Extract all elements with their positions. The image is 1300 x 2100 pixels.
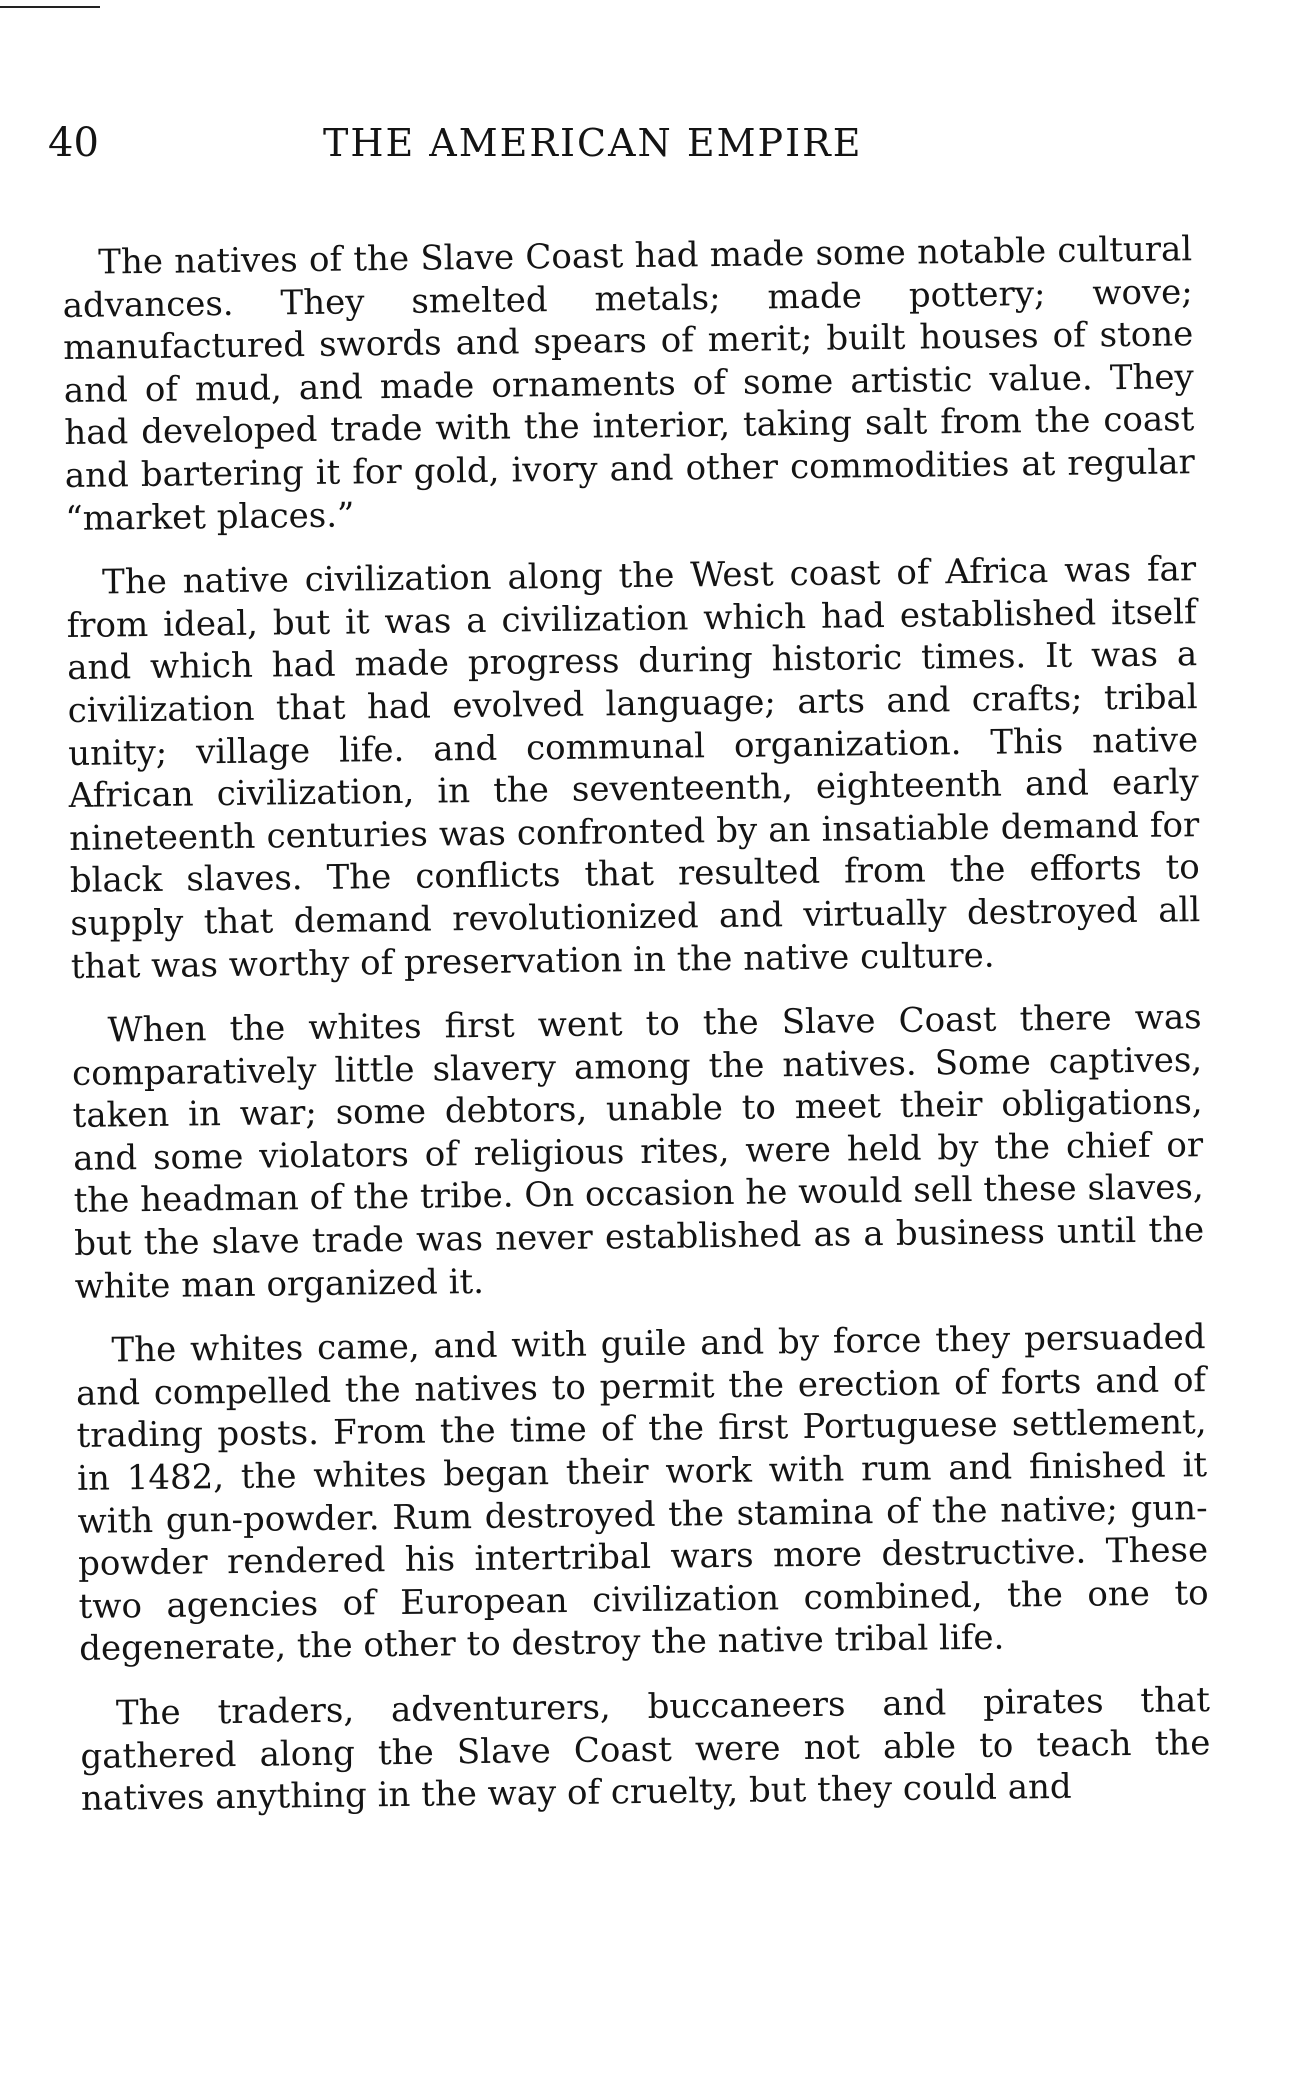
- page-number: 40: [48, 120, 99, 166]
- top-edge-rule: [0, 6, 100, 8]
- running-head: THE AMERICAN EMPIRE: [323, 121, 863, 165]
- page-header: [48, 118, 1148, 168]
- paragraph-3: When the whites first went to the Slave Coast there was comparatively little slavery among the natives. Some captives, taken in war; some debtors, unable to meet their obligations, and some violators of religious rites, were held by the chief or the headman of the tribe. On occasion he would sell these slaves, but the slave trade was never established as a business until the white man organized it.: [71, 997, 1205, 1307]
- paragraph-4: The whites came, and with guile and by force they persuaded and compelled the natives to permit the erection of forts and of trading posts. From the time of the first Portuguese settlement, in 1482, the whites began their work with rum and finished it with gun-powder. Rum destroyed the stamina of the native; gun-powder rendered his intertribal wars more destructive. These two agencies of European civilization combined, the one to degenerate, the other to destroy the native tribal life.: [75, 1317, 1209, 1670]
- paragraph-1: The natives of the Slave Coast had made some notable cultural advances. They smelted metals; made pottery; wove; manufactured swords and spears of merit; built houses of stone and of mud, and made ornaments of some artistic value. They had developed trade with the interior, taking salt from the coast and bartering it for gold, ivory and other commodities at regular “market places.”: [62, 229, 1196, 539]
- page-body: [62, 228, 1211, 1820]
- paragraph-5: The traders, adventurers, buccaneers and pirates that gathered along the Slave Coast were not able to teach the natives anything in the way of cruelty, but they could and: [80, 1680, 1211, 1820]
- paragraph-2: The native civilization along the West coast of Africa was far from ideal, but it was a civilization which had established itself and which had made progress during historic times. It was a civilization that had evolved language; arts and crafts; tribal unity; village life. and communal organization. This native African civilization, in the seventeenth, eighteenth and early nineteenth centuries was confronted by an insatiable demand for black slaves. The conflicts that resulted from the efforts to supply that demand revolutionized and virtually destroyed all that was worthy of preservation in the native culture.: [66, 549, 1201, 987]
